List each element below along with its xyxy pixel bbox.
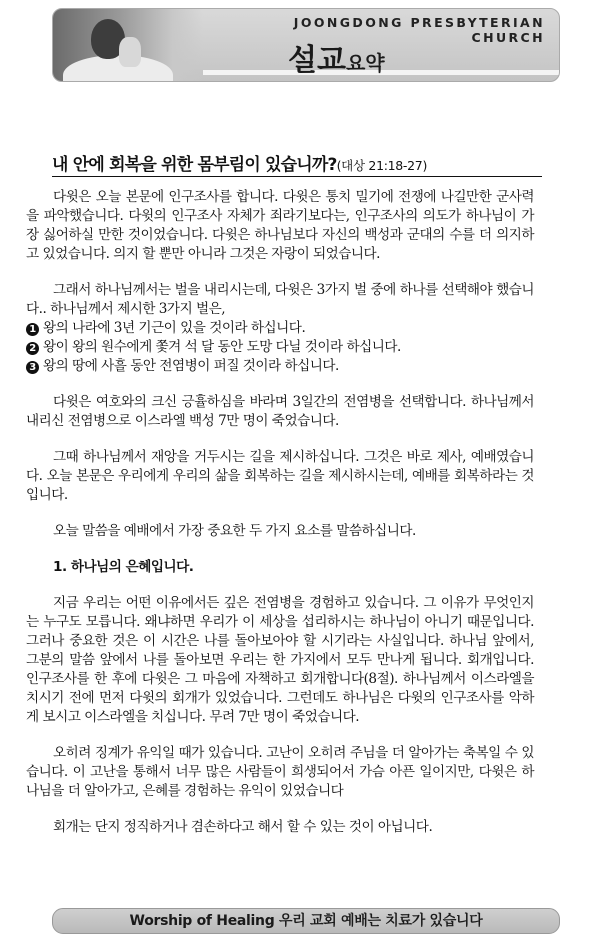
- punishment-text: 왕의 나라에 3년 기근이 있을 것이라 하십니다.: [43, 320, 306, 336]
- paragraph-5: 오늘 말씀을 예배에서 가장 중요한 두 가지 요소를 말씀하십니다.: [53, 523, 416, 539]
- praying-woman-image: [53, 9, 203, 81]
- punishment-item: [26, 319, 534, 338]
- church-name: JOONGDONG PRESBYTERIAN CHURCH: [293, 15, 545, 45]
- punishment-text: 왕의 땅에 사흘 동안 전염병이 퍼질 것이라 하십니다.: [43, 358, 339, 374]
- number-badge-icon: 2: [26, 342, 39, 355]
- paragraph-8: 회개는 단지 정직하거나 겸손하다고 해서 할 수 있는 것이 아닙니다.: [53, 819, 433, 835]
- paragraph-1: 다윗은 오늘 본문에 인구조사를 합니다. 다윗은 통치 밀기에 전쟁에 나길만한 군사력을 파악했습니다. 다윗의 인구조사 자체가 죄라기보다는, 인구조사의 의도가 하나님이 가장 싫어하실 만한 것이었습니다. 다윗은 하나님보다 자신의 백성과 군대의 수를 더 의지하고 있었습니다. 의지 할 뿐만 아니라 그것은 자랑이 되었습니다.: [26, 189, 534, 262]
- punishment-list: [26, 319, 534, 376]
- number-badge-icon: 1: [26, 323, 39, 336]
- paragraph-7: 오히려 징계가 유익일 때가 있습니다. 고난이 오히려 주님을 더 알아가는 축복일 수 있습니다. 이 고난을 통해서 너무 많은 사람들이 희생되어서 가슴 아픈 일이지만, 다윗은 하나님을 더 알아가고, 은혜를 경험하는 유익이 있었습니다: [26, 745, 534, 799]
- paragraph-2: 그래서 하나님께서는 벌을 내리시는데, 다윗은 3가지 벌 중에 하나를 선택해야 했습니다.. 하나님께서 제시한 3가지 벌은,: [26, 282, 534, 317]
- sermon-title: [52, 150, 542, 177]
- footer-banner: Worship of Healing 우리 교회 예배는 치료가 있습니다: [52, 908, 560, 934]
- header-banner: [52, 8, 560, 82]
- section-heading-1: 1. 하나님의 은혜입니다.: [53, 559, 194, 575]
- punishment-text: 왕이 왕의 원수에게 쫓겨 석 달 동안 도망 다닐 것이라 하십니다.: [43, 339, 401, 355]
- section-title-small: 요약: [345, 51, 385, 75]
- section-title: [288, 35, 385, 79]
- paragraph-4: 그때 하나님께서 재앙을 거두시는 길을 제시하십니다. 그것은 바로 제사, 예배였습니다. 오늘 본문은 우리에게 우리의 삶을 회복하는 길을 제시하시는데, 예배를 회복하라는 것입니다.: [26, 449, 534, 503]
- sermon-body: [26, 188, 534, 854]
- sermon-title-text: 내 안에 회복을 위한 몸부림이 있습니까?: [52, 155, 337, 175]
- punishment-item: [26, 338, 534, 357]
- section-title-big: 설교: [288, 43, 346, 78]
- paragraph-3: 다윗은 여호와의 크신 긍휼하심을 바라며 3일간의 전염병을 선택합니다. 하나님께서 내리신 전염병으로 이스라엘 백성 7만 명이 죽었습니다.: [26, 394, 534, 429]
- paragraph-6: 지금 우리는 어떤 이유에서든 깊은 전염병을 경험하고 있습니다. 그 이유가 무엇인지는 누구도 모릅니다. 왜냐하면 우리가 이 세상을 섭리하시는 하나님이 아니기 때문입니다. 그러나 중요한 것은 이 시간은 나를 돌아보아야 할 시기라는 사실입니다. 하나님 앞에서, 그분의 말씀 앞에서 나를 돌아보면 우리는 한 가지에서 모두 만나게 됩니다. 회개입니다. 인구조사를 한 후에 다윗은 그 마음에 자책하고 회개합니다(8절). 하나님께서 이스라엘을 치시기 전에 먼저 다윗의 회개가 있었습니다. 그런데도 하나님은 다윗의 인구조사를 악하게 보시고 이스라엘을 치십니다. 무려 7만 명이 죽었습니다.: [26, 595, 534, 725]
- number-badge-icon: 3: [26, 361, 39, 374]
- scripture-reference: (대상 21:18-27): [336, 158, 428, 173]
- punishment-item: [26, 357, 534, 376]
